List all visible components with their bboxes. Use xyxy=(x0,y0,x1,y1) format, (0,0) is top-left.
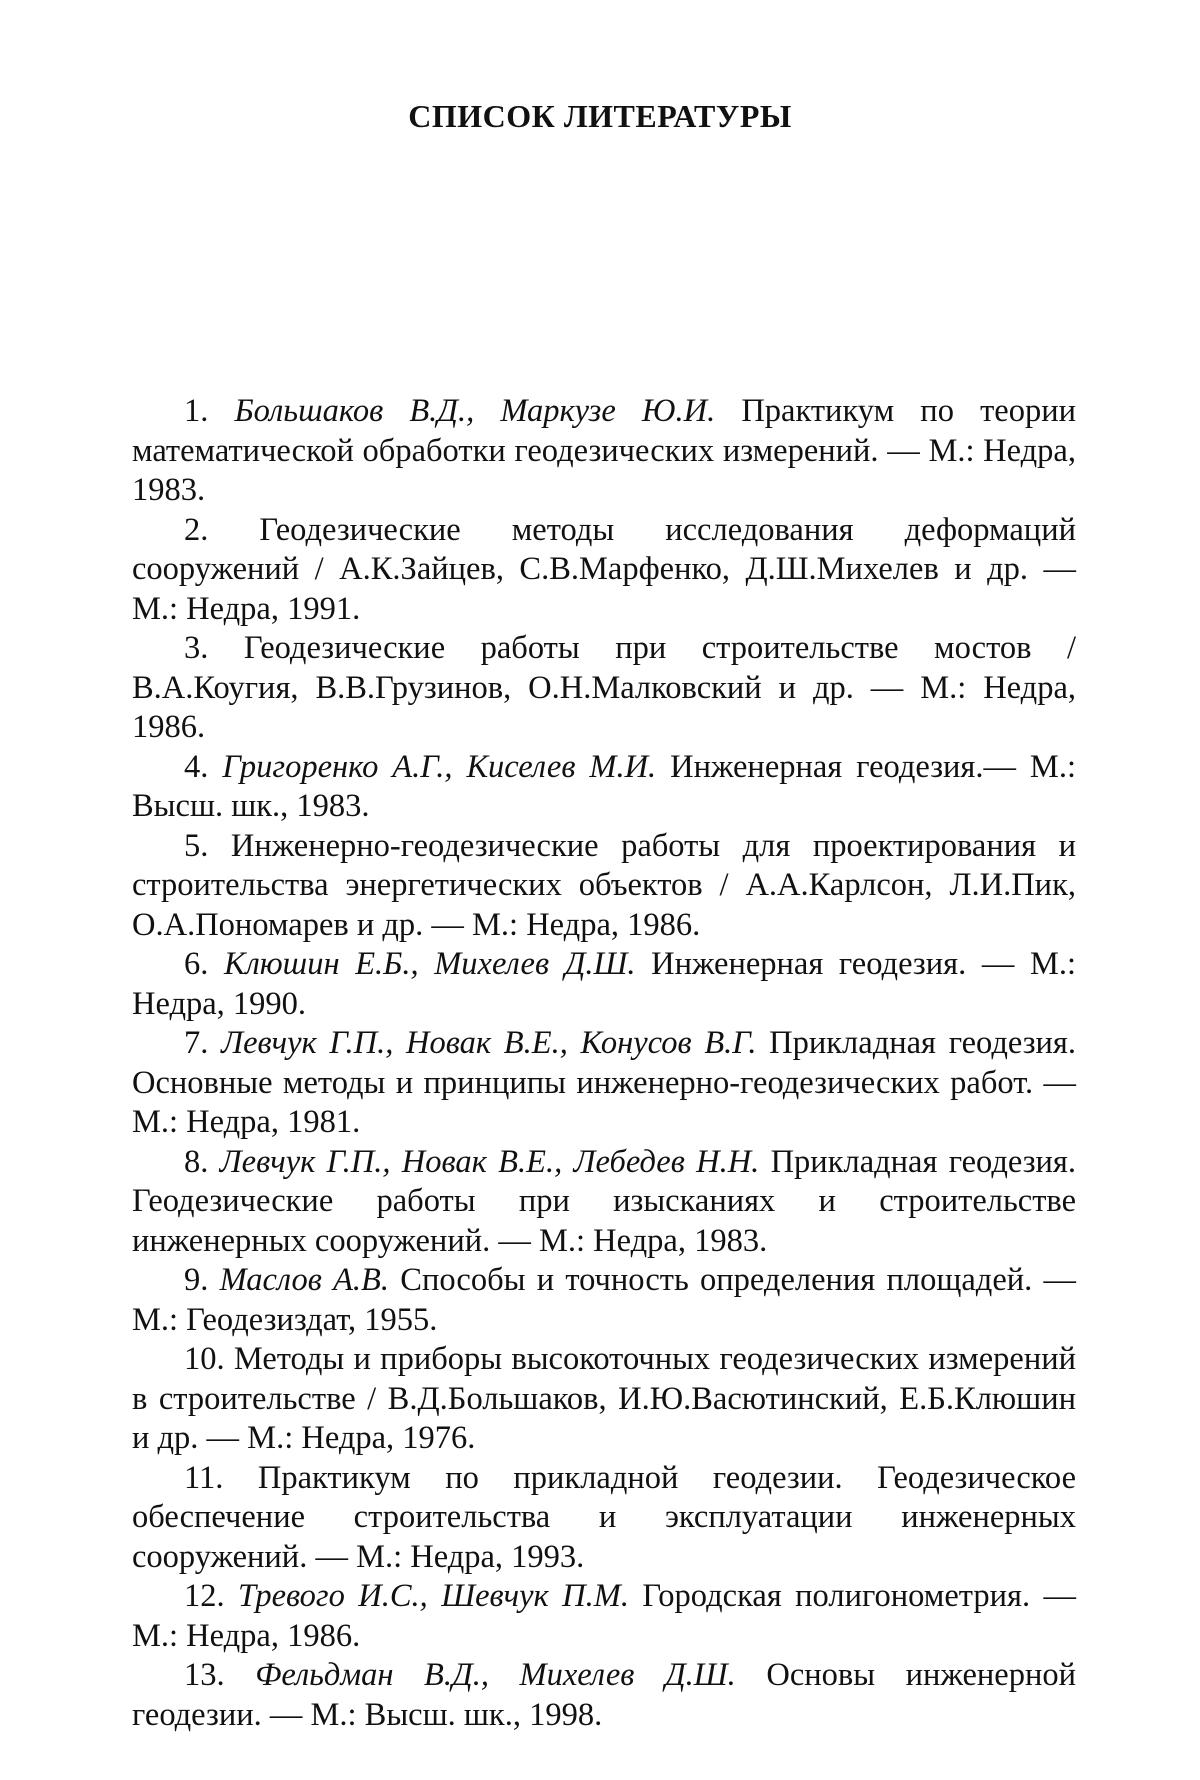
reference-item xyxy=(132,1261,1076,1340)
reference-item xyxy=(132,511,1076,630)
reference-authors: Клюшин Е.Б., Михелев Д.Ш. xyxy=(224,946,636,982)
reference-number: 5. xyxy=(184,827,209,864)
reference-text: Основы инженерной геодезии. — М.: Высш. шк., 1998. xyxy=(132,1657,1077,1733)
reference-text: Практикум по теории математической обработки геодезических измерений. — М.: Недра, 1983. xyxy=(132,393,1076,508)
reference-authors: Тревого И.С., Шевчук П.М. xyxy=(238,1578,629,1614)
reference-authors: Большаков В.Д., Маркузе Ю.И. xyxy=(234,393,716,429)
reference-authors: Фельдман В.Д., Михелев Д.Ш. xyxy=(255,1657,736,1693)
reference-number: 8. xyxy=(184,1143,209,1180)
reference-text: Прикладная геодезия. Геодезические работы при изысканиях и строительстве инженерных сооружений. — М.: Недра, 1983. xyxy=(132,1143,1077,1259)
reference-authors: Левчук Г.П., Новак В.Е., Конусов В.Г. xyxy=(221,1025,757,1061)
reference-number: 9. xyxy=(184,1262,209,1298)
reference-number: 7. xyxy=(184,1025,209,1061)
reference-text: Геодезические работы при строительстве мостов / В.А.Коугия, В.В.Грузинов, О.Н.Малковский и др. — М.: Недра, 1986. xyxy=(132,630,1076,745)
reference-text: Практикум по прикладной геодезии. Геодезическое обеспечение строительства и эксплуатации инженерных сооружений. — М.: Недра, 1993. xyxy=(132,1459,1076,1575)
reference-item xyxy=(132,392,1076,511)
reference-number: 6. xyxy=(184,946,209,982)
reference-authors: Григоренко А.Г., Киселев М.И. xyxy=(222,748,657,785)
reference-number: 1. xyxy=(184,393,209,429)
reference-item xyxy=(132,1024,1076,1143)
reference-item xyxy=(132,748,1076,827)
reference-text: Инженерная геодезия. — М.: Недра, 1990. xyxy=(132,946,1076,1022)
reference-number: 3. xyxy=(184,630,209,666)
reference-item xyxy=(132,1459,1076,1578)
reference-text: Геодезические методы исследования деформаций сооружений / А.К.Зайцев, С.В.Марфенко, Д.Ш.Михелев и др. — М.: Недра, 1991. xyxy=(132,511,1076,627)
reference-item xyxy=(132,827,1076,946)
reference-text: Городская полигонометрия. — М.: Недра, 1986. xyxy=(132,1578,1077,1654)
reference-number: 10. xyxy=(184,1341,225,1377)
reference-authors: Маслов А.В. xyxy=(219,1262,390,1298)
reference-text: Инженерно-геодезические работы для проектирования и строительства энергетических объектов / А.А.Карлсон, Л.И.Пик, О.А.Пономарев и др. — М.: Недра, 1986. xyxy=(132,827,1076,943)
reference-list xyxy=(132,392,1076,1735)
reference-authors: Левчук Г.П., Новак В.Е., Лебедев Н.Н. xyxy=(219,1143,760,1180)
reference-number: 13. xyxy=(184,1657,225,1693)
reference-number: 2. xyxy=(184,511,209,548)
reference-number: 11. xyxy=(184,1459,224,1496)
reference-item xyxy=(132,1577,1076,1656)
reference-item xyxy=(132,1656,1076,1735)
reference-text: Способы и точность определения площадей. — М.: Геодезиздат, 1955. xyxy=(132,1262,1077,1338)
reference-item xyxy=(132,629,1076,748)
reference-text: Методы и приборы высокоточных геодезических измерений в строительстве / В.Д.Большаков, И.Ю.Васютинский, Е.Б.Клюшин и др. — М.: Недра, 1976. xyxy=(132,1341,1076,1456)
page-title: СПИСОК ЛИТЕРАТУРЫ xyxy=(408,98,792,134)
reference-number: 12. xyxy=(184,1578,225,1614)
reference-text: Инженерная геодезия.— М.: Высш. шк., 1983. xyxy=(132,748,1076,824)
reference-number: 4. xyxy=(184,748,209,785)
reference-text: Прикладная геодезия. Основные методы и принципы инженерно-геодезических работ. — М.: Недра, 1981. xyxy=(132,1025,1076,1140)
reference-item xyxy=(132,1143,1076,1262)
reference-item xyxy=(132,945,1076,1024)
reference-item xyxy=(132,1340,1076,1459)
